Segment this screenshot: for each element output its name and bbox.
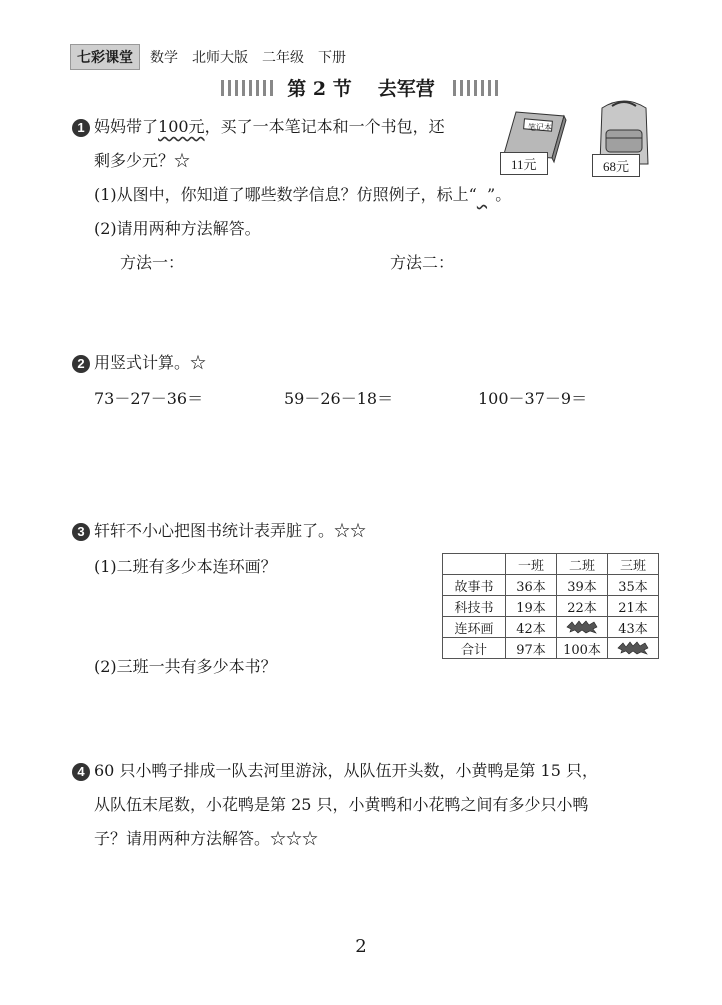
q2-expr-2: 59－26－18＝ xyxy=(284,389,394,408)
table-cell: 科技书 xyxy=(443,596,506,617)
table-cell: 97本 xyxy=(506,638,557,659)
book-stats-table xyxy=(442,553,659,659)
q1-sub1 xyxy=(94,182,511,205)
q2-expr-3: 100－37－9＝ xyxy=(478,389,588,408)
q1-method1-label: 方法一： xyxy=(120,253,185,272)
left-stripes-decoration xyxy=(221,80,273,96)
edition-label: 北师大版 xyxy=(192,50,248,66)
table-row xyxy=(443,575,659,596)
section-name: 去军营 xyxy=(377,78,435,100)
q1-line2: 剩多少元？☆ xyxy=(94,151,191,170)
brand-label: 七彩课堂 xyxy=(70,44,140,70)
table-row xyxy=(443,638,659,659)
q4-line2: 从队伍末尾数，小花鸭是第 25 只，小黄鸭和小花鸭之间有多少只小鸭 xyxy=(94,795,589,814)
table-row xyxy=(443,617,659,638)
table-header-cell: 三班 xyxy=(608,554,659,575)
table-cell: 19本 xyxy=(506,596,557,617)
q1-wavy-text: 100元 xyxy=(158,117,205,136)
q4-line1 xyxy=(72,758,598,781)
notebook-price-tag: 11元 xyxy=(500,152,548,175)
book-stats-table-wrap xyxy=(442,553,659,659)
q2-number-badge: 2 xyxy=(72,355,90,373)
table-cell: 合计 xyxy=(443,638,506,659)
q2-expr-1: 73－27－36＝ xyxy=(94,389,204,408)
q1-sub1-end: ”。 xyxy=(487,185,512,204)
section-number: 第 2 节 xyxy=(287,78,352,100)
grade-label: 二年级 xyxy=(262,50,304,66)
q3-sub1: (1)二班有多少本连环画？ xyxy=(94,557,277,576)
bag-illustration xyxy=(586,98,662,178)
ink-blot-icon xyxy=(565,620,599,634)
q3-number-badge: 3 xyxy=(72,523,90,541)
section-title xyxy=(0,74,722,101)
notebook-label: 笔记本 xyxy=(528,123,552,132)
table-header-cell: 一班 xyxy=(506,554,557,575)
right-stripes-decoration xyxy=(449,80,501,96)
table-cell: 39本 xyxy=(557,575,608,596)
table-cell: 35本 xyxy=(608,575,659,596)
q1-text-b: ，买了一本笔记本和一个书包，还 xyxy=(204,117,445,136)
q2-line xyxy=(72,350,206,373)
table-header-cell: 二班 xyxy=(557,554,608,575)
ink-blot-icon xyxy=(616,641,650,655)
q1-line1 xyxy=(72,114,445,137)
q1-text-a: 妈妈带了 xyxy=(94,117,159,136)
q1-method2-label: 方法二： xyxy=(390,253,455,272)
subject-label: 数学 xyxy=(150,50,178,66)
table-row xyxy=(443,596,659,617)
table-cell: 故事书 xyxy=(443,575,506,596)
q1-sub2: (2)请用两种方法解答。 xyxy=(94,219,261,238)
table-cell: 42本 xyxy=(506,617,557,638)
bag-price-tag: 68元 xyxy=(592,154,640,177)
table-cell: 36本 xyxy=(506,575,557,596)
table-cell: 连环画 xyxy=(443,617,506,638)
notebook-illustration xyxy=(494,108,574,174)
q3-text: 轩轩不小心把图书统计表弄脏了。☆☆ xyxy=(94,521,367,540)
ink-blot-cell xyxy=(608,638,659,659)
table-header-cell xyxy=(443,554,506,575)
q1-sub1-text: (1)从图中，你知道了哪些数学信息？仿照例子，标上“ xyxy=(94,185,477,204)
q4-number-badge: 4 xyxy=(72,763,90,781)
q3-line xyxy=(72,518,366,541)
q4-line3: 子？请用两种方法解答。☆☆☆ xyxy=(94,829,319,848)
table-header-row xyxy=(443,554,659,575)
header-bar xyxy=(70,44,360,70)
q1-number-badge: 1 xyxy=(72,119,90,137)
table-cell: 43本 xyxy=(608,617,659,638)
table-cell: 21本 xyxy=(608,596,659,617)
page-number: 2 xyxy=(355,936,367,957)
q1-sub1-mark xyxy=(477,185,487,204)
volume-label: 下册 xyxy=(318,50,346,66)
table-cell: 22本 xyxy=(557,596,608,617)
table-cell: 100本 xyxy=(557,638,608,659)
q2-text: 用竖式计算。☆ xyxy=(94,353,207,372)
q3-sub2: (2)三班一共有多少本书？ xyxy=(94,657,277,676)
ink-blot-cell xyxy=(557,617,608,638)
q4-text-line1: 60 只小鸭子排成一队去河里游泳，从队伍开头数，小黄鸭是第 15 只， xyxy=(94,761,598,780)
